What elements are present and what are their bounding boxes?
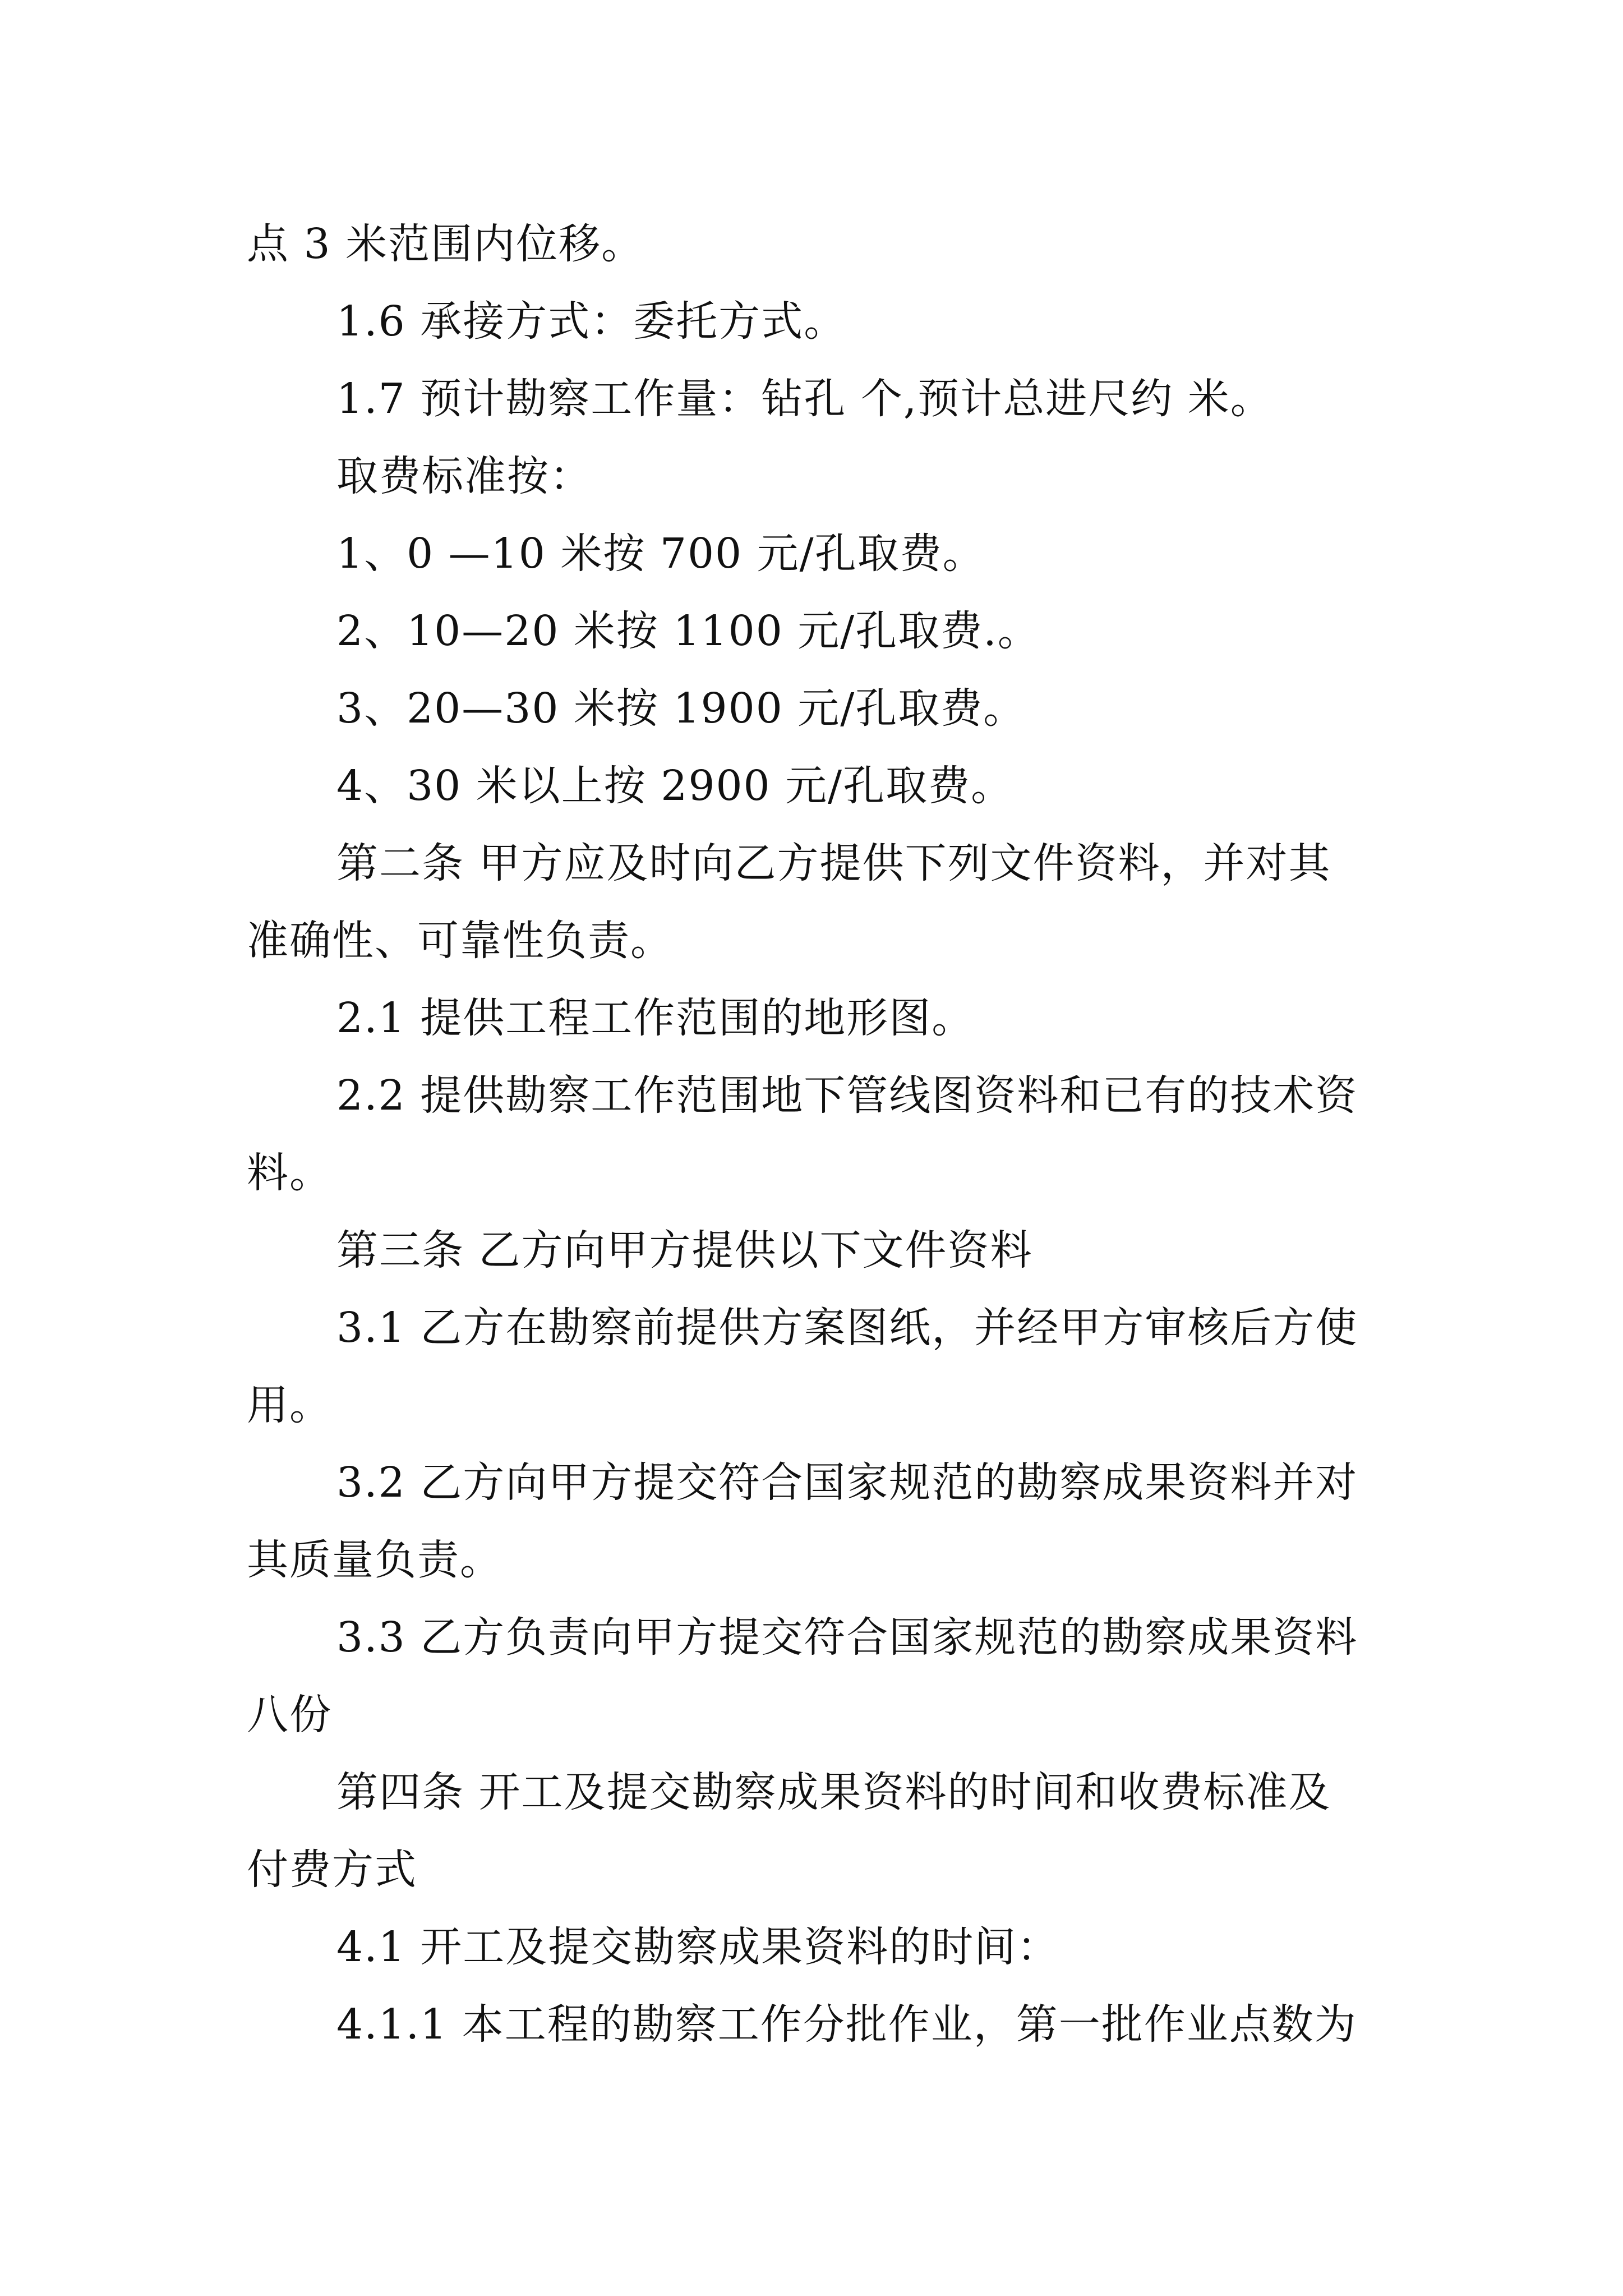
text-line: 第三条 乙方向甲方提供以下文件资料 (336, 1226, 1033, 1274)
text-line: 取费标准按： (336, 452, 592, 500)
text-line: 1.6 承接方式：委托方式。 (336, 297, 847, 346)
text-line: 2.1 提供工程工作范围的地形图。 (336, 994, 975, 1042)
text-line: 2.2 提供勘察工作范围地下管线图资料和已有的技术资 (336, 1071, 1358, 1120)
text-line: 付费方式 (247, 1846, 417, 1894)
text-line: 第四条 开工及提交勘察成果资料的时间和收费标准及 (336, 1768, 1331, 1816)
text-line: 1、0 —10 米按 700 元/孔取费。 (336, 530, 985, 578)
text-line: 3.3 乙方负责向甲方提交符合国家规范的勘察成果资料 (336, 1613, 1358, 1662)
text-line: 3.2 乙方向甲方提交符合国家规范的勘察成果资料并对 (336, 1458, 1358, 1507)
text-line: 第二条 甲方应及时向乙方提供下列文件资料，并对其 (336, 839, 1331, 887)
text-line: 其质量负责。 (247, 1536, 502, 1584)
text-line: 八份 (247, 1691, 332, 1739)
text-line: 4、30 米以上按 2900 元/孔取费。 (336, 762, 1014, 810)
text-line: 4.1 开工及提交勘察成果资料的时间： (336, 1923, 1060, 1971)
text-line: 3、20—30 米按 1900 元/孔取费。 (336, 684, 1026, 733)
text-line: 2、10—20 米按 1100 元/孔取费.。 (336, 607, 1040, 655)
text-line: 料。 (247, 1149, 332, 1197)
text-line: 4.1.1 本工程的勘察工作分批作业，第一批作业点数为 (336, 2000, 1357, 2049)
text-line: 点 3 米范围内位移。 (247, 220, 644, 268)
text-line: 用。 (247, 1381, 332, 1429)
text-line: 1.7 预计勘察工作量：钻孔 个,预计总进尺约 米。 (336, 375, 1273, 423)
text-line: 准确性、可靠性负责。 (247, 917, 673, 965)
text-line: 3.1 乙方在勘察前提供方案图纸，并经甲方审核后方使 (336, 1304, 1358, 1352)
